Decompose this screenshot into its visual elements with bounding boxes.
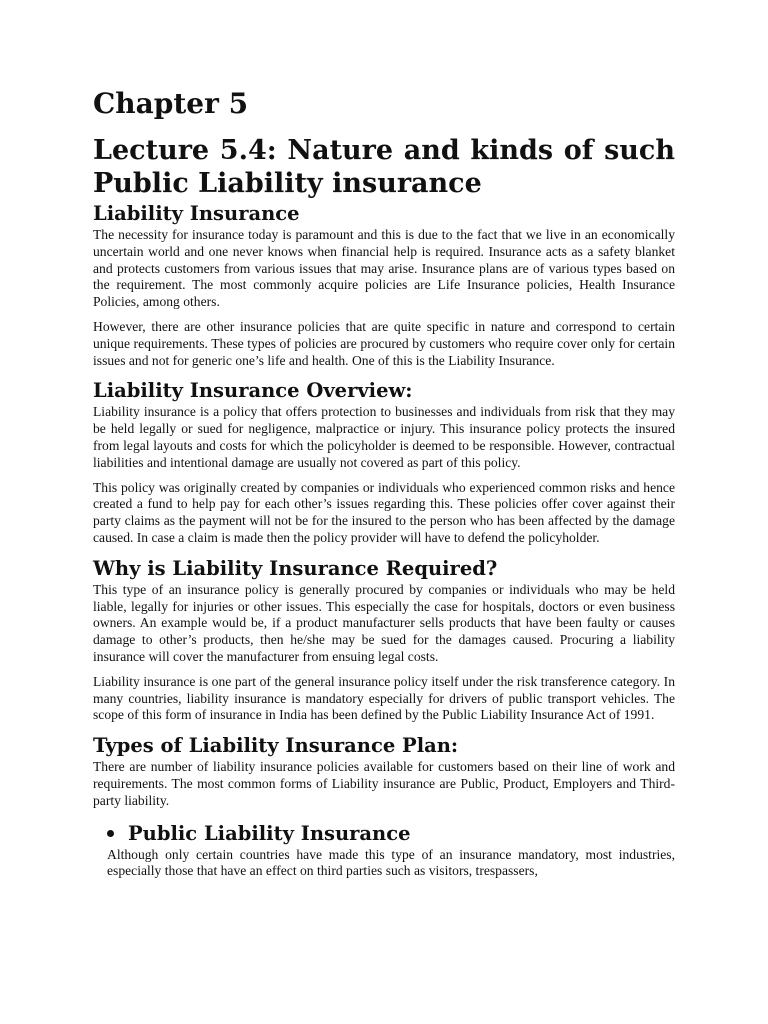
bullet-icon: [107, 830, 114, 837]
paragraph: Liability insurance is one part of the general insurance policy itself under the risk transference category. In many countries, liability insurance is mandatory especially for drivers of public transport vehicles. The scope of this form of insurance in India has been defined by the Public Liability Insurance Act of 1991.: [93, 673, 675, 723]
paragraph: This type of an insurance policy is generally procured by companies or individuals who may be held liable, legally for injuries or other issues. This especially the case for hospitals, doctors or even business owners. An example would be, if a product manufacturer sells products that have been faulty or causes damage to other’s products, then he/she may be sued for the damages caused. Procuring a liability insurance will cover the manufacturer from ensuing legal costs.: [93, 581, 675, 664]
paragraph: Although only certain countries have made this type of an insurance mandatory, most industries, especially those that have an effect on third parties such as visitors, trespassers,: [107, 846, 675, 879]
section-heading: Liability Insurance Overview:: [93, 379, 413, 403]
section-heading: Liability Insurance: [93, 202, 300, 225]
document-page: [93, 86, 675, 888]
paragraph: However, there are other insurance policies that are quite specific in nature and correspond to certain unique requirements. These types of policies are procured by customers who require cover only for certain issues and not for generic one’s life and health. One of this is the Liability Insurance.: [93, 318, 675, 368]
section-why-liability-insurance: [93, 557, 675, 724]
bullet-heading: Public Liability Insurance: [128, 821, 411, 845]
chapter-title: Chapter 5: [93, 87, 249, 120]
paragraph: There are number of liability insurance policies available for customers based on their line of work and requirements. The most common forms of Liability insurance are Public, Product, Employers and Third-party liability.: [93, 759, 675, 808]
bullet-public-liability: [93, 822, 675, 881]
lecture-title: Lecture 5.4: Nature and kinds of such Public Liability insurance: [93, 135, 675, 199]
section-liability-insurance-overview: [93, 379, 675, 546]
paragraph: The necessity for insurance today is paramount and this is due to the fact that we live in an economically uncertain world and one never knows when financial help is required. Insurance acts as a safety blanket and protects customers from various issues that may arise. Insurance plans are of various types based on the requirement. The most commonly acquire policies are Life Insurance policies, Health Insurance Policies, among others.: [93, 227, 675, 310]
section-heading: Types of Liability Insurance Plan:: [93, 734, 459, 758]
paragraph: This policy was originally created by companies or individuals who experienced common risks and hence created a fund to help pay for each other’s issues regarding this. These policies offer cover against their party claims as the payment will not be for the insured to the person who has been affected by the damage caused. In case a claim is made then the policy provider will have to defend the policyholder.: [93, 479, 675, 545]
section-liability-insurance: [93, 202, 675, 369]
section-heading: Why is Liability Insurance Required?: [93, 556, 498, 580]
bullet-heading-row: [107, 822, 675, 846]
section-types-of-liability-insurance: [93, 734, 675, 809]
paragraph: Liability insurance is a policy that offers protection to businesses and individuals from risk that they may be held legally or sued for negligence, malpractice or injury. This insurance policy protects the insured from legal layouts and costs for which the policyholder is deemed to be responsible. However, contractual liabilities and intentional damage are usually not covered as part of this policy.: [93, 404, 675, 470]
